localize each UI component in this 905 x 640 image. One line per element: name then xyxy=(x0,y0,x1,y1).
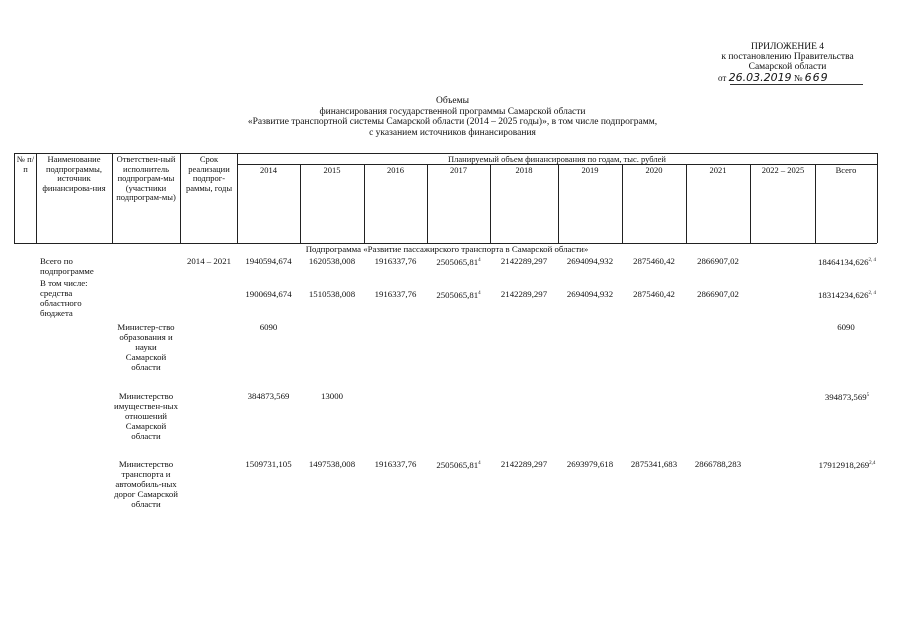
value-cell: 1620538,008 xyxy=(308,256,356,266)
total-cell xyxy=(815,289,879,300)
header-year: 2018 xyxy=(515,165,533,175)
col-line xyxy=(558,164,559,243)
header-year: 2022 – 2025 xyxy=(761,165,805,175)
value-cell: 6090 xyxy=(837,322,855,332)
footnote-mark: 2, 4 xyxy=(868,258,877,263)
value-cell: 2142289,297 xyxy=(500,289,548,299)
value-cell: 17912918,269 xyxy=(818,460,870,470)
value-cell: 384873,569 xyxy=(247,391,290,401)
col-line xyxy=(686,164,687,243)
value-cell: 1497538,008 xyxy=(308,459,356,469)
value-cell: 2142289,297 xyxy=(500,459,548,469)
col-line xyxy=(364,164,365,243)
value-cell: 2142289,297 xyxy=(500,256,548,266)
value-cell: 1510538,008 xyxy=(308,289,356,299)
header-period: Срок реализации подпрог-раммы, годы xyxy=(185,154,233,193)
value-cell: 1509731,105 xyxy=(245,459,292,469)
row-name: В том числе: средства областного бюджета xyxy=(40,278,88,318)
header-year: 2016 xyxy=(387,165,404,175)
footnote-mark: 4 xyxy=(478,258,481,263)
header-year: 2017 xyxy=(450,165,467,175)
header-name: Наименование подпрограммы, источник финансирова-ния xyxy=(42,154,106,193)
appendix-line: к постановлению Правительства xyxy=(721,52,854,62)
total-cell xyxy=(815,256,879,267)
value-cell: 2693979,618 xyxy=(566,459,614,469)
header-year: 2015 xyxy=(323,165,341,175)
appendix-title: ПРИЛОЖЕНИЕ 4 xyxy=(750,42,825,52)
document-heading xyxy=(150,96,755,138)
value-cell: 2875460,42 xyxy=(633,256,675,266)
header-num: № п/п xyxy=(16,154,35,174)
col-line xyxy=(750,164,751,243)
col-line xyxy=(622,164,623,243)
header-planned: Планируемый объем финансирования по годам, тыс. рублей xyxy=(448,154,666,164)
col-line xyxy=(427,164,428,243)
heading-line: финансирования государственной программы Самарской области xyxy=(319,106,586,117)
value-cell: 1916337,76 xyxy=(374,289,417,299)
total-cell xyxy=(815,391,879,402)
header-year: Всего xyxy=(835,165,857,175)
row-executor: Министерство транспорта и автомобиль-ных дорог Самарской области xyxy=(114,459,178,509)
decree-date-line xyxy=(718,73,868,83)
appendix-block xyxy=(700,42,875,72)
value-cell: 1916337,76 xyxy=(374,459,417,469)
row-executor: Министер-ство образования и науки Самарской области xyxy=(117,322,175,372)
value-cell: 1900694,674 xyxy=(245,289,292,299)
heading-line: с указанием источников финансирования xyxy=(369,127,536,138)
header-year: 2021 xyxy=(709,165,727,175)
col-line xyxy=(815,164,816,243)
value-cell: 2875341,683 xyxy=(630,459,678,469)
from-label: от xyxy=(718,73,727,83)
value-cell: 18464134,626 xyxy=(817,257,869,267)
decree-date: 26.03.2019 xyxy=(728,71,792,84)
value-cell-2017 xyxy=(427,289,490,300)
value-cell: 2694094,932 xyxy=(566,256,614,266)
row-period: 2014 – 2021 xyxy=(187,256,231,266)
value-cell: 2875460,42 xyxy=(633,289,675,299)
subprogram-title: Подпрограмма «Развитие пассажирского транспорта в Самарской области» xyxy=(305,244,589,254)
row-executor: Министерство имуществен-ных отношений Самарской области xyxy=(114,391,178,441)
footnote-mark: 5 xyxy=(866,393,870,398)
row-name: Всего по подпрограмме xyxy=(40,256,94,276)
footnote-mark: 2,4 xyxy=(869,461,876,466)
value-cell: 2505065,81 xyxy=(436,290,479,300)
value-cell: 18314234,626 xyxy=(817,290,869,300)
col-line xyxy=(300,164,301,243)
header-year: 2019 xyxy=(581,165,599,175)
value-cell: 1916337,76 xyxy=(374,256,417,266)
value-cell: 2866788,283 xyxy=(694,459,742,469)
value-cell: 2505065,81 xyxy=(436,257,479,267)
value-cell: 2866907,02 xyxy=(697,256,739,266)
heading-line: «Развитие транспортной системы Самарской области (2014 – 2025 годы)», в том числе подпрограмм, xyxy=(247,117,658,127)
decree-number: 669 xyxy=(804,71,829,84)
total-cell xyxy=(815,459,879,470)
heading-line: Объемы xyxy=(436,96,469,106)
value-cell-2017 xyxy=(427,256,490,267)
header-year: 2020 xyxy=(645,165,663,175)
value-cell-2017 xyxy=(427,459,490,470)
header-executor: Ответствен-ный исполнитель подпрограм-мы (участники подпрограм-мы) xyxy=(116,154,176,202)
value-cell: 13000 xyxy=(321,391,343,401)
value-cell: 2694094,932 xyxy=(566,289,614,299)
value-cell: 1940594,674 xyxy=(245,256,292,266)
value-cell: 394873,569 xyxy=(824,392,867,402)
value-cell: 2866907,02 xyxy=(697,289,739,299)
number-label: № xyxy=(793,73,803,83)
footnote-mark: 4 xyxy=(478,291,481,296)
footnote-mark: 2, 4 xyxy=(868,291,877,296)
date-underline xyxy=(730,84,863,85)
col-line xyxy=(490,164,491,243)
value-cell: 2505065,81 xyxy=(436,460,479,470)
col-line xyxy=(877,153,878,243)
footnote-mark: 4 xyxy=(478,461,481,466)
value-cell: 6090 xyxy=(259,322,278,332)
header-year: 2014 xyxy=(260,165,277,175)
appendix-line: Самарской области xyxy=(748,62,827,72)
